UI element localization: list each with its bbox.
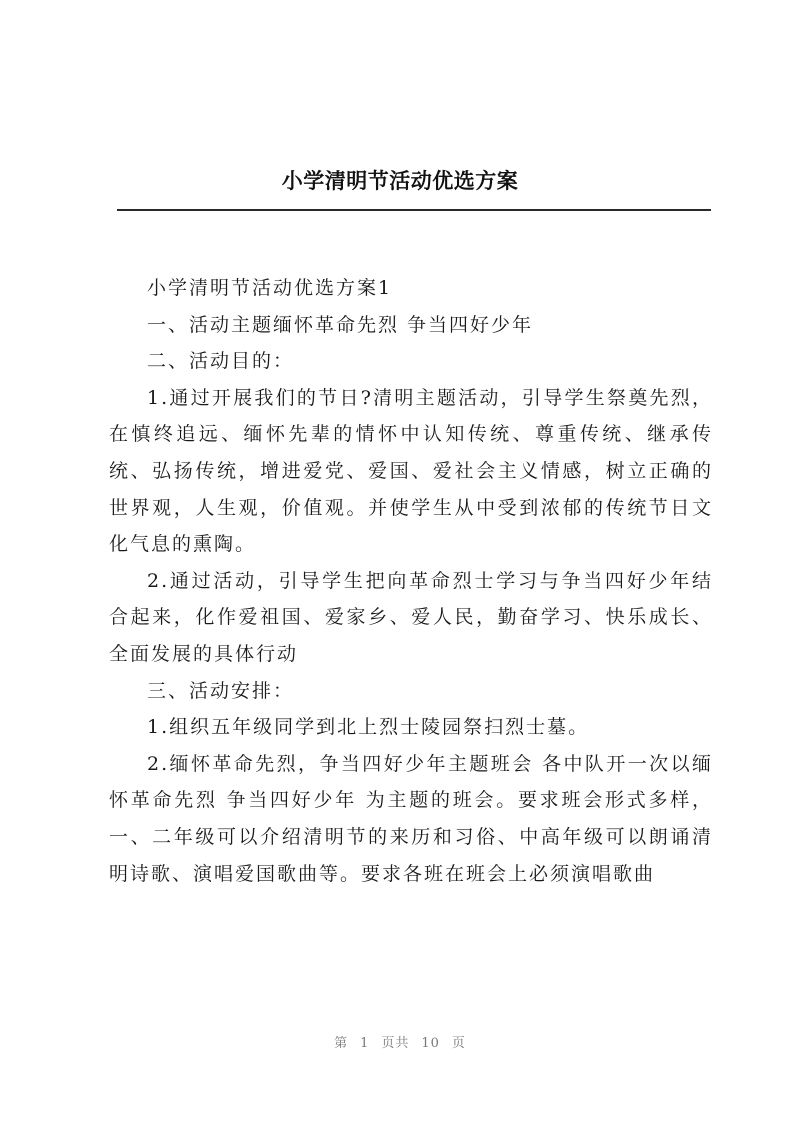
paragraph-heading: 小学清明节活动优选方案1 bbox=[147, 277, 393, 299]
paragraph-arrangement-2: 2.缅怀革命先烈，争当四好少年主题班会 各中队开一次以缅怀革命先烈 争当四好少年 为主题的班会。要求班会形式多样，一、二年级可以介绍清明节的来历和习俗、中高年级可以朗诵清明诗歌、演唱爱国歌曲等。要求各班在班会上必须演唱歌曲 bbox=[109, 752, 713, 885]
footer-mid: 页共 bbox=[381, 1036, 410, 1051]
paragraph-arrangement-heading: 三、活动安排： bbox=[147, 679, 295, 702]
page-footer bbox=[0, 1032, 800, 1051]
paragraph-purpose-1: 1.通过开展我们的节日?清明主题活动，引导学生祭奠先烈，在慎终追远、缅怀先辈的情怀中认知传统、尊重传统、继承传统、弘扬传统，增进爱党、爱国、爱社会主义情感，树立正确的世界观，人生观，价值观。并使学生从中受到浓郁的传统节日文化气息的熏陶。 bbox=[109, 386, 713, 556]
page-title: 小学清明节活动优选方案 bbox=[281, 168, 519, 193]
paragraph-purpose-heading: 二、活动目的： bbox=[147, 350, 295, 373]
document-body bbox=[109, 270, 713, 892]
paragraph-arrangement-1: 1.组织五年级同学到北上烈士陵园祭扫烈士墓。 bbox=[147, 716, 590, 739]
footer-page-number: 1 bbox=[360, 1036, 370, 1051]
title-divider bbox=[117, 209, 711, 211]
footer-total-pages: 10 bbox=[421, 1036, 440, 1051]
paragraph-purpose-2: 2.通过活动，引导学生把向革命烈士学习与争当四好少年结合起来，化作爱祖国、爱家乡、爱人民，勤奋学习、快乐成长、全面发展的具体行动 bbox=[109, 569, 713, 665]
footer-prefix: 第 bbox=[334, 1036, 349, 1051]
paragraph-theme: 一、活动主题缅怀革命先烈 争当四好少年 bbox=[147, 313, 534, 336]
footer-suffix: 页 bbox=[451, 1036, 466, 1051]
